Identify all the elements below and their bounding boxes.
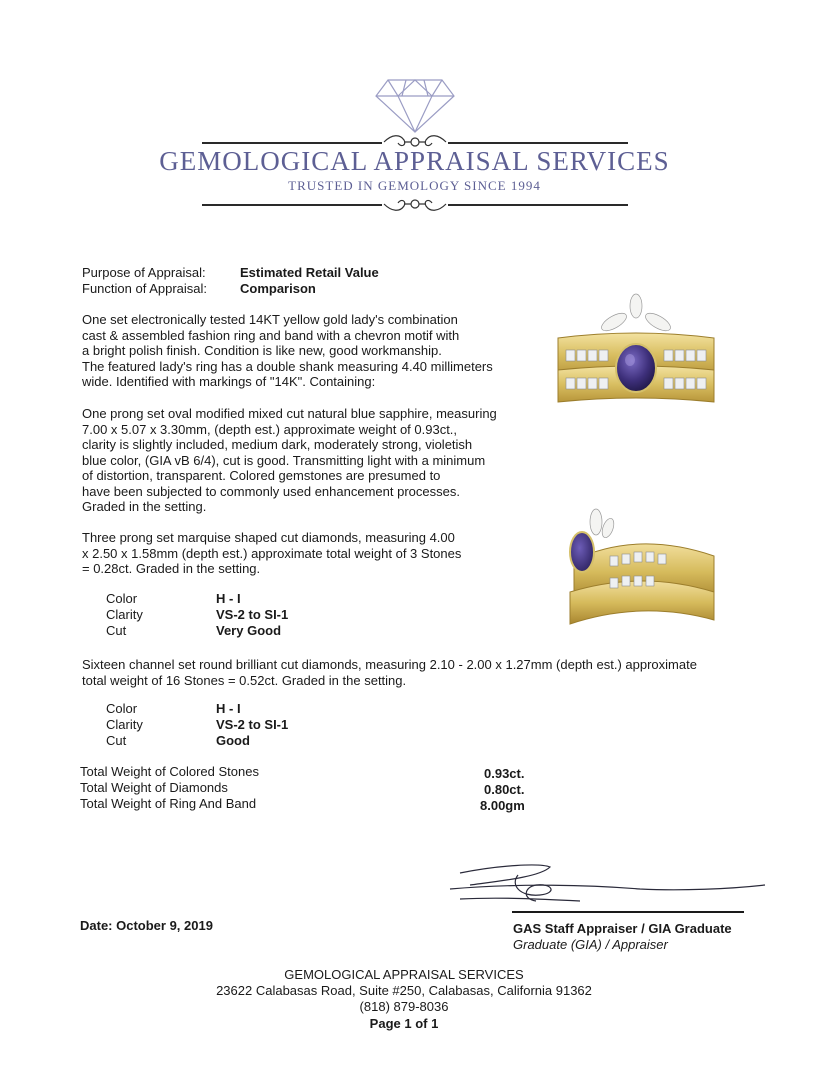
channel-color-value: H - I [216,701,241,716]
channel-clarity-label: Clarity [106,717,143,732]
marquise-description: Three prong set marquise shaped cut diamonds, measuring 4.00 x 2.50 x 1.58mm (depth est.) approximate total weight of 3 Stones = 0.28ct. Graded in the setting. [82,530,462,576]
channel-cut-value: Good [216,733,250,748]
footer-phone: (818) 879-8036 [359,999,449,1014]
diamond-logo-icon [374,78,456,134]
logo-rule-bottom-right [448,204,628,206]
logo-rule-top-right [448,142,628,144]
sapphire-description: One prong set oval modified mixed cut natural blue sapphire, measuring 7.00 x 5.07 x 3.30mm, (depth est.) approximate weight of 0.93ct., clarity is slightly included, medium dark, moderately strong, violetish blue color, (GIA vB 6/4), cut is good. Transmitting light with a minimum of distortion, transparent. Colored gemstones are presumed to have been subjected to commonly used enhancement processes. Graded in the setting. [82,406,497,514]
total-colored-value: 0.93ct. [484,766,525,781]
footer-company: GEMOLOGICAL APPRAISAL SERVICES [284,967,524,982]
channel-cut-label: Cut [106,733,127,748]
appraiser-signature [440,855,770,915]
marquise-cut-label: Cut [106,623,127,638]
marquise-cut-value: Very Good [216,623,282,638]
marquise-clarity-value: VS-2 to SI-1 [216,607,289,622]
total-colored-label: Total Weight of Colored Stones [80,764,259,779]
total-diamonds-value: 0.80ct. [484,782,525,797]
ring-front-photo [548,290,724,420]
appraisal-date: Date: October 9, 2019 [80,918,213,933]
signature-line [512,911,744,913]
footer-address: 23622 Calabasas Road, Suite #250, Calabasas, California 91362 [216,983,592,998]
purpose-label: Purpose of Appraisal: [82,265,206,280]
flourish-bottom-icon [382,194,448,214]
item-description: One set electronically tested 14KT yellow gold lady's combination cast & assembled fashion ring and band with a chevron motif with a bright polish finish. Condition is like new, good workmanship. The featured lady's ring has a double shank measuring 4.40 millimeters wide. Identified with markings of "14K". Containing: [82,312,493,389]
company-name: GEMOLOGICAL APPRAISAL SERVICES [159,146,670,176]
purpose-value: Estimated Retail Value [240,265,379,280]
appraiser-subtitle: Graduate (GIA) / Appraiser [513,937,668,952]
footer-page: Page 1 of 1 [369,1016,439,1031]
logo-rule-top-left [202,142,382,144]
marquise-color-label: Color [106,591,138,606]
total-ring-value: 8.00gm [480,798,525,813]
function-value: Comparison [240,281,316,296]
channel-description: Sixteen channel set round brilliant cut diamonds, measuring 2.10 - 2.00 x 1.27mm (depth est.) approximate total weight of 16 Stones = 0.52ct. Graded in the setting. [82,657,697,688]
marquise-clarity-label: Clarity [106,607,143,622]
ring-side-photo [548,500,724,630]
total-diamonds-label: Total Weight of Diamonds [80,780,228,795]
total-ring-label: Total Weight of Ring And Band [80,796,257,811]
logo-rule-bottom-left [202,204,382,206]
channel-clarity-value: VS-2 to SI-1 [216,717,289,732]
company-tagline: TRUSTED IN GEMOLOGY SINCE 1994 [288,178,541,193]
marquise-color-value: H - I [216,591,241,606]
appraiser-title: GAS Staff Appraiser / GIA Graduate [513,921,732,936]
function-label: Function of Appraisal: [82,281,208,296]
channel-color-label: Color [106,701,138,716]
